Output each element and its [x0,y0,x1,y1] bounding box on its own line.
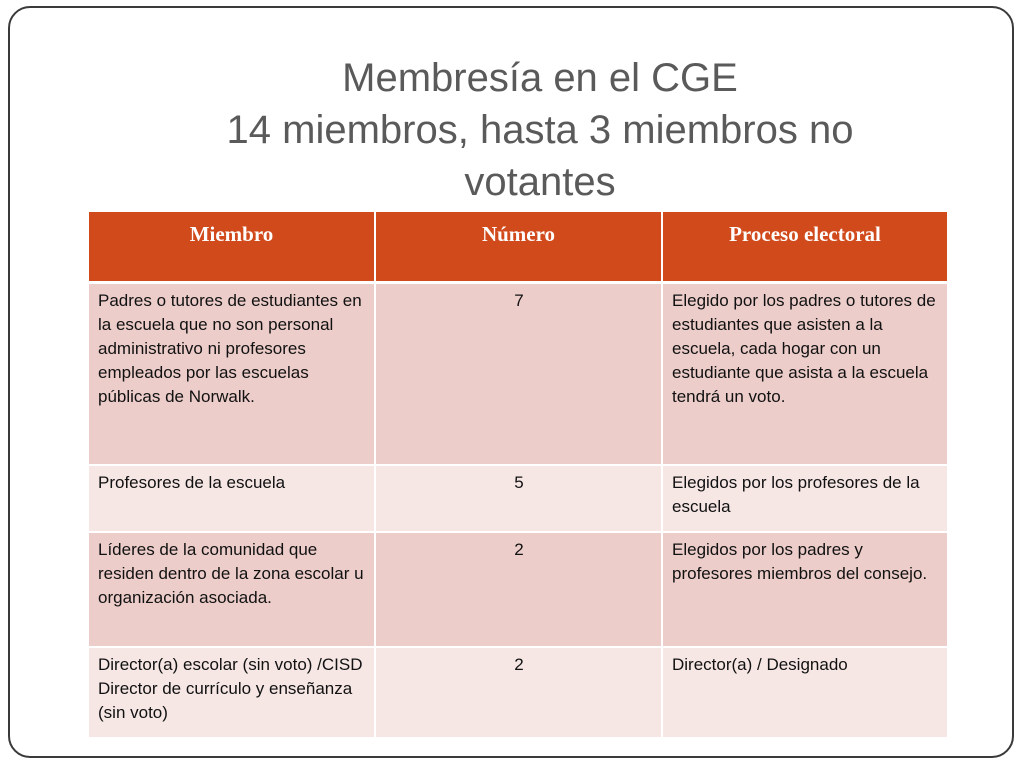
header-numero: Número [375,212,662,282]
cell-proceso: Elegidos por los padres y profesores miembros del consejo. [662,532,948,647]
title-line-2: 14 miembros, hasta 3 miembros no [226,108,854,152]
table-row [88,465,948,532]
table-row [88,282,948,465]
title-line-3: votantes [464,160,616,204]
title-line-1: Membresía en el CGE [342,56,738,100]
table-row [88,647,948,738]
table-header-row [88,212,948,282]
cell-miembro: Líderes de la comunidad que residen dentro de la zona escolar u organización asociada. [88,532,375,647]
cell-proceso: Director(a) / Designado [662,647,948,738]
header-proceso-electoral: Proceso electoral [662,212,948,282]
cell-proceso: Elegidos por los profesores de la escuela [662,465,948,532]
cell-numero: 5 [375,465,662,532]
cell-numero: 7 [375,282,662,465]
header-miembro: Miembro [88,212,375,282]
cell-numero: 2 [375,647,662,738]
cell-miembro: Director(a) escolar (sin voto) /CISD Director de currículo y enseñanza (sin voto) [88,647,375,738]
table-row [88,532,948,647]
cell-miembro: Padres o tutores de estudiantes en la escuela que no son personal administrativo ni profesores empleados por las escuelas públicas de Norwalk. [88,282,375,465]
cell-miembro: Profesores de la escuela [88,465,375,532]
membership-table [87,212,949,739]
cell-numero: 2 [375,532,662,647]
slide-title [150,52,930,208]
cell-proceso: Elegido por los padres o tutores de estudiantes que asisten a la escuela, cada hogar con un estudiante que asista a la escuela tendrá un voto. [662,282,948,465]
